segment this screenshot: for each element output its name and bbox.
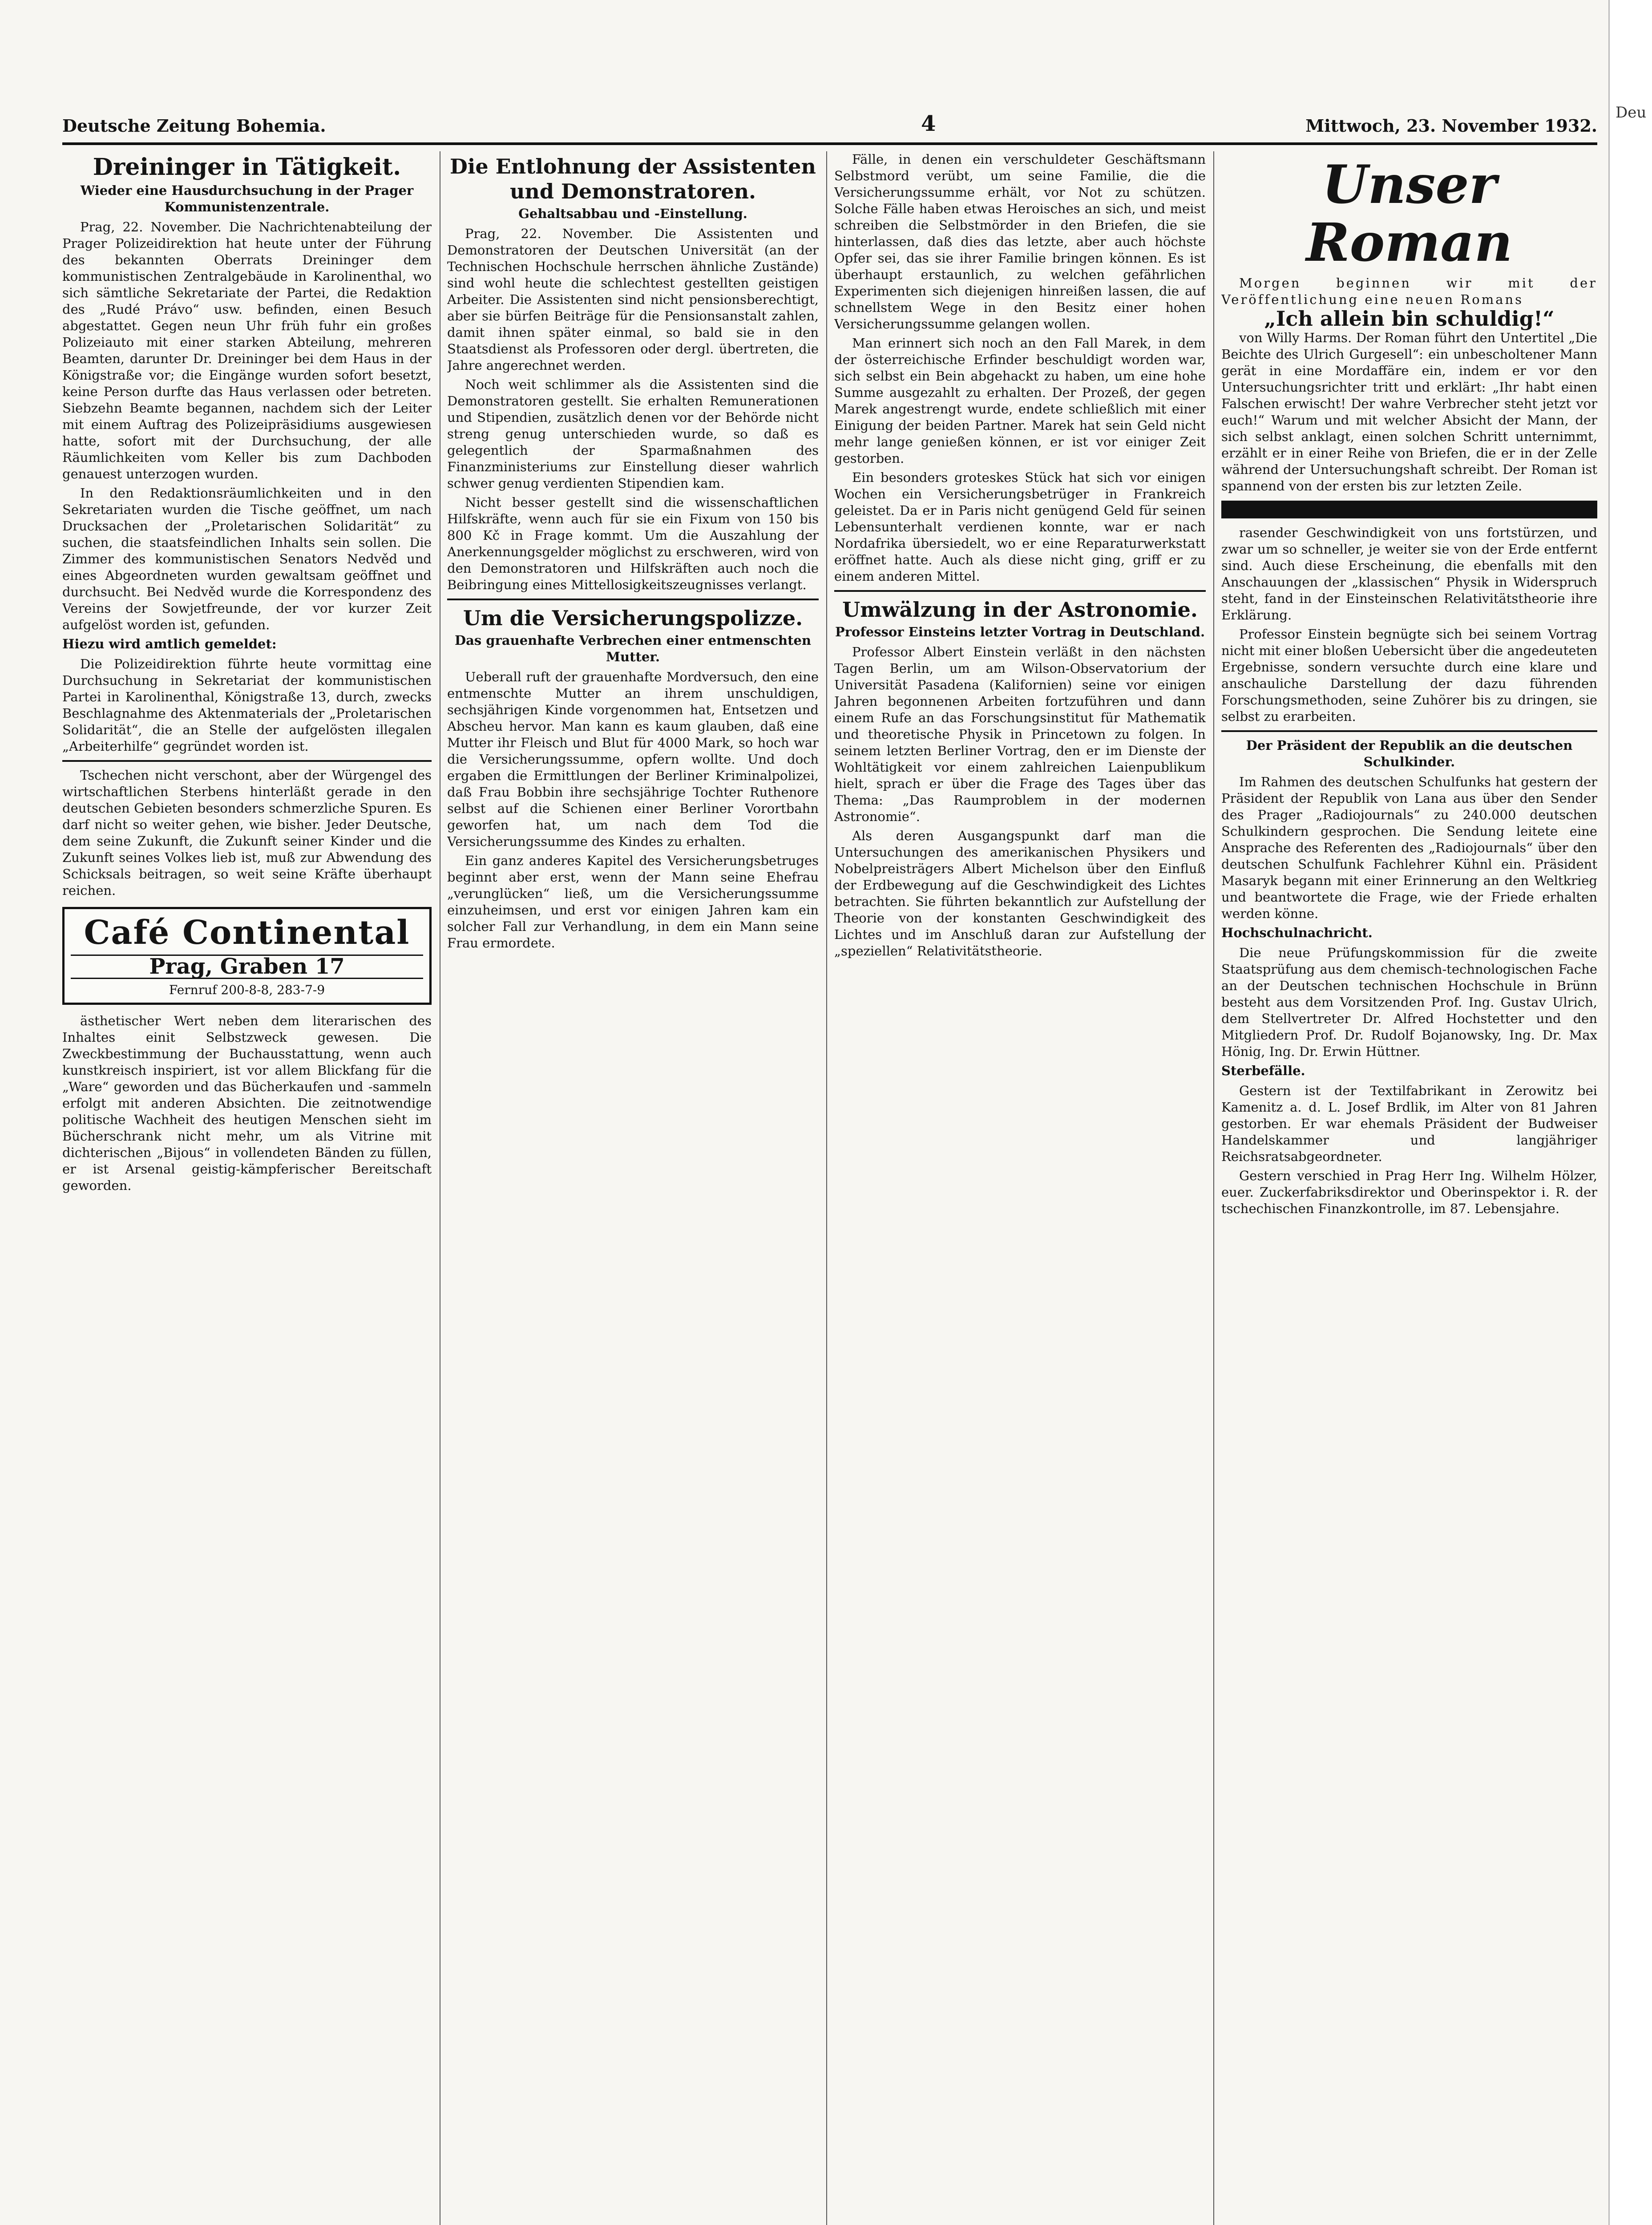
column-rule <box>1213 151 1214 2225</box>
article-paragraph: Im Rahmen des deutschen Schulfunks hat gestern der Präsident der Republik von Lana aus über den Sender des Prager „Radiojournals“ zu 240.000 deutschen Schulkindern gesprochen. Die Sendung leitete eine Ansprache des Referenten des „Radiojournals“ über den deutschen Schulfunk Fachlehrer Kühnl ein. Präsident Masaryk begann mit einer Erinnerung an den Weltkrieg und beantwortete die Frage, wie der Friede erhalten werden könne. <box>1221 774 1597 921</box>
divider <box>834 590 1206 592</box>
column-2 <box>447 151 819 2225</box>
issue-date: Mittwoch, 23. November 1932. <box>1305 116 1597 136</box>
divider-bar <box>1221 501 1597 518</box>
divider <box>447 599 819 600</box>
article-paragraph: Prag, 22. November. Die Nachrichtenabteilung der Prager Polizeidirektion hat heute unter der Führung des bekannten Oberrats Dreininger dem kommunistischen Zentralgebäude in Karolinenthal, wo sich sämtliche Sekretariate der Partei, die Redaktion des „Rudé Právo“ usw. befinden, einen Besuch abgestattet. Gegen neun Uhr früh fuhr ein großes Polizeiauto mit einer starken Abteilung, mehreren Beamten, darunter Dr. Dreininger bei dem Haus in der Königstraße vor; die Eingänge wurden sofort besetzt, keine Person durfte das Haus verlassen oder betreten. Siebzehn Beamte begannen, nachdem sich der Leiter mit einem Auftrag des Polizeipräsidiums ausgewiesen hatte, sofort mit der Durchsuchung, der alle Räumlichkeiten vom Keller bis zum Dachboden genauest unterzogen wurden. <box>62 219 432 481</box>
article-paragraph: Professor Albert Einstein verläßt in den nächsten Tagen Berlin, um am Wilson-Observatorium der Universität Pasadena (Kalifornien) seine vor einigen Jahren begonnenen Arbeiten fortzuführen und dann einem Rufe an das Forschungsinstitut für Mathematik und theoretische Physik in Princetown zu folgen. In seinem letzten Berliner Vortrag, den er im Dienste der Wohltätigkeit vor einem zahlreichen Laienpublikum hielt, sprach er über die Frage des Tages über das Thema: „Das Raumproblem in der modernen Astronomie“. <box>834 644 1206 824</box>
advertisement <box>62 907 432 1005</box>
column-1 <box>62 151 432 2225</box>
article-paragraph: Gestern verschied in Prag Herr Ing. Wilhelm Hölzer, euer. Zuckerfabriksdirektor und Oberinspektor i. R. der tschechischen Finanzkontrolle, im 87. Lebensjahre. <box>1221 1168 1597 1216</box>
article-headline: Die Entlohnung der Assistenten und Demonstratoren. <box>450 154 816 203</box>
adjacent-page-edge <box>1608 0 1652 2225</box>
page-number: 4 <box>921 111 936 136</box>
publication-name: Deutsche Zeitung Bohemia. <box>62 116 326 136</box>
section-label: Hiezu wird amtlich gemeldet: <box>62 636 277 651</box>
article-paragraph: Die neue Prüfungskommission für die zweite Staatsprüfung aus dem chemisch-technologischen Fache an der Deutschen technischen Hochschule in Brünn besteht aus dem Vorsitzenden Prof. Ing. Gustav Ulrich, dem Stellvertreter Dr. Alfred Hochstetter und den Mitgliedern Prof. Dr. Rudolf Bojanowsky, Ing. Dr. Max Hönig, Ing. Dr. Erwin Hüttner. <box>1221 945 1597 1059</box>
column-rule <box>826 151 827 2225</box>
article-headline: Umwälzung in der Astronomie. <box>842 598 1198 622</box>
article-subheadline: Wieder eine Hausdurchsuchung in der Prager Kommunistenzentrale. <box>80 183 414 214</box>
novel-intro: Morgen beginnen wir mit der Veröffentlichung eine neuen Romans <box>1221 275 1597 307</box>
column-3 <box>834 151 1206 2225</box>
column-4 <box>1221 151 1597 2225</box>
article-paragraph: Fälle, in denen ein verschuldeter Geschäftsmann Selbstmord verübt, um seine Familie, die die Versicherungssumme erhält, vor Not zu schützen. Solche Fälle haben etwas Heroisches an sich, und meist schreiben die Selbstmörder in den Briefen, die sie hinterlassen, daß dies das letzte, aber auch höchste Opfer sei, das sie ihrer Familie bringen können. Es ist überhaupt erstaunlich, zu welchen gefährlichen Experimenten sich diejenigen hinreißen lassen, die auf schnellstem Wege in den Besitz einer hohen Versicherungssumme gelangen wollen. <box>834 152 1206 332</box>
ad-business-name: Café Continental <box>84 914 410 952</box>
adjacent-page-text: Deu <box>1616 104 1647 121</box>
article-paragraph: rasender Geschwindigkeit von uns fortstürzen, und zwar um so schneller, je weiter sie von der Erde entfernt sind. Auch diese Erscheinung, die ebenfalls mit den Anschauungen der „klassischen“ Physik in Widerspruch steht, fand in der Einsteinschen Relativitätstheorie ihre Erklärung. <box>1221 525 1597 623</box>
novel-title: „Ich allein bin schuldig!“ <box>1264 307 1555 331</box>
article-paragraph: Noch weit schlimmer als die Assistenten sind die Demonstratoren gestellt. Sie erhalten Remunerationen und Stipendien, zusätzlich denen vor der Behörde nicht streng genug unterschieden wurde, so daß es gelegentlich der Sparmaßnahmen des Finanzministeriums zur Einstellung dieser wahrlich schwer genug verdienten Stipendien kam. <box>447 377 819 491</box>
article-subheadline: Professor Einsteins letzter Vortrag in Deutschland. <box>835 624 1205 639</box>
article-paragraph: Tschechen nicht verschont, aber der Würgengel des wirtschaftlichen Sterbens hinterläßt gerade in den deutschen Gebieten besonders schmerzliche Spuren. Es darf nicht so weiter gehen, wie bisher. Jeder Deutsche, dem seine Zukunft, die Zukunft seiner Kinder und die Zukunft seines Volkes lieb ist, muß zur Abwendung des Schicksals beitragen, so weit seine Kräfte überhaupt reichen. <box>62 768 432 898</box>
article-subheadline: Gehaltsabbau und -Einstellung. <box>518 206 747 221</box>
article-paragraph: Als deren Ausgangspunkt darf man die Untersuchungen des amerikanischen Physikers und Nobelpreisträgers Albert Michelson über den Einfluß der Erdbewegung auf die Geschwindigkeit des Lichtes betrachten. Sie führten bekanntlich zur Aufstellung der Theorie von der konstanten Geschwindigkeit des Lichtes und im Anschluß daran zur Aufstellung der „speziellen“ Relativitätstheorie. <box>834 828 1206 959</box>
article-paragraph: Die Polizeidirektion führte heute vormittag eine Durchsuchung in Sekretariat der kommunistischen Partei in Karolinenthal, Königstraße 13, durch, zwecks Beschlagnahme des Aktenmaterials der „Proletarischen Solidarität“, die an Stelle der aufgelösten illegalen „Arbeiterhilfe“ gegründet worden ist. <box>62 656 432 754</box>
section-label: Hochschulnachricht. <box>1221 925 1373 940</box>
article-paragraph: Nicht besser gestellt sind die wissenschaftlichen Hilfskräfte, wenn auch für sie ein Fixum von 150 bis 800 Kč in Frage kommt. Um die Auszahlung der Anerkennungsgelder möglichst zu erschweren, wird von den Demonstratoren und Hilfskräften auch noch die Beibringung eines Mittellosigkeitszeugnisses verlangt. <box>447 495 819 592</box>
article-headline: Der Präsident der Republik an die deutschen Schulkinder. <box>1246 738 1573 769</box>
novel-description: von Willy Harms. Der Roman führt den Untertitel „Die Beichte des Ulrich Gurgesell“: ein unbescholtener Mann gerät in eine Mordaffäre ein, indem er vor den Untersuchungsrichter tritt und erklärt: „Ihr habt einen Falschen erwischt! Der wahre Verbrecher steht jetzt vor euch!“ Warum und mit welcher Absicht der Mann, der sich selbst anklagt, einen solchen Schritt unternimmt, erzählt er in einer Reihe von Briefen, die er in der Zelle während der Untersuchungshaft schreibt. Der Roman ist spannend von der ersten bis zur letzten Zeile. <box>1221 330 1597 494</box>
article-paragraph: Man erinnert sich noch an den Fall Marek, in dem der österreichische Erfinder beschuldigt worden war, sich selbst ein Bein abgehackt zu haben, um eine hohe Summe ausgezahlt zu erhalten. Der Prozeß, der gegen Marek angestrengt wurde, endete schließlich mit einer Einigung der beiden Partner. Marek hat sein Geld nicht mehr lange genießen können, er ist vor einiger Zeit gestorben. <box>834 336 1206 466</box>
article-paragraph: Ein ganz anderes Kapitel des Versicherungsbetruges beginnt aber erst, wenn der Mann seine Ehefrau „verunglücken“ ließ, um die Versicherungssumme einzuheimsen, und erst vor einigen Jahren kam ein solcher Fall zur Verhandlung, in dem ein Mann seine Frau ermordete. <box>447 853 819 951</box>
article-headline: Um die Versicherungspolizze. <box>463 606 803 630</box>
article-headline: Dreininger in Tätigkeit. <box>93 154 401 181</box>
article-paragraph: Professor Einstein begnügte sich bei seinem Vortrag nicht mit einer bloßen Uebersicht über die angedeuteten Ergebnisse, sondern versuchte durch eine klare und anschauliche Darstellung der dazu führenden Forschungsmethoden, seine Zuhörer bis zu dringen, sie selbst zu erarbeiten. <box>1221 627 1597 724</box>
running-header <box>62 111 1597 145</box>
article-paragraph: Prag, 22. November. Die Assistenten und Demonstratoren der Deutschen Universität (an der Technischen Hochschule herrschen ähnliche Zustände) sind wohl heute die schlechtest gestellten geistigen Arbeiter. Die Assistenten sind nicht pensionsberechtigt, aber sie bürfen Beiträge für die Pensionsanstalt zahlen, damit ihnen später einmal, so bald sie in den Staatsdienst als Professoren oder dergl. übertreten, die Jahre angerechnet werden. <box>447 226 819 373</box>
novel-masthead: Unser Roman <box>1306 154 1513 273</box>
ad-address: Prag, Graben 17 <box>71 955 423 979</box>
article-paragraph: Gestern ist der Textilfabrikant in Zerowitz bei Kamenitz a. d. L. Josef Brdlik, im Alter von 81 Jahren gestorben. Er war ehemals Präsident der Budweiser Handelskammer und langjähriger Reichsratsabgeordneter. <box>1221 1083 1597 1164</box>
article-paragraph: In den Redaktionsräumlichkeiten und in den Sekretariaten wurden die Tische geöffnet, um nach Drucksachen der „Proletarischen Solidarität“ zu suchen, die staatsfeindlichen Inhalts sein sollen. Die Zimmer des kommunistischen Senators Nedvěd und eines Abgeordneten wurden gewaltsam geöffnet und durchsucht. Bei Nedvěd wurde die Korrespondenz des Vereins der Sowjetfreunde, der vor kurzer Zeit aufgelöst worden ist, gefunden. <box>62 485 432 632</box>
article-paragraph: ästhetischer Wert neben dem literarischen des Inhaltes einit Selbstzweck gewesen. Die Zweckbestimmung der Buchausstattung, wenn auch kunstkreisch inspiriert, ist vor allem Blickfang für die „Ware“ geworden und das Bücherkaufen und -sammeln erfolgt mit anderen Absichten. Die zeitnotwendige politische Wachheit des heutigen Menschen sieht im Bücherschrank nicht mehr, um als Vitrine mit dichterischen „Bijous“ in vollendeten Bänden zu füllen, er ist Arsenal geistig-kämpferischer Bereitschaft geworden. <box>62 1013 432 1193</box>
ad-phone: Fernruf 200-8-8, 283-7-9 <box>169 983 325 997</box>
article-paragraph: Ueberall ruft der grauenhafte Mordversuch, den eine entmenschte Mutter an ihrem unschuldigen, sechsjährigen Kinde vorgenommen hat, Entsetzen und Abscheu hervor. Man kann es kaum glauben, daß eine Mutter ihr Fleisch und Blut für 4000 Mark, so hoch war die Versicherungssumme, opfern wollte. Und doch ergaben die Ermittlungen der Berliner Kriminalpolizei, daß Frau Bobbin ihre sechsjährige Tochter Ruthenore selbst auf die Schienen einer Berliner Vorortbahn geworfen hat, um nach dem Tod die Versicherungssumme des Kindes zu erhalten. <box>447 669 819 849</box>
section-label: Sterbefälle. <box>1221 1063 1305 1078</box>
article-subheadline: Das grauenhafte Verbrechen einer entmenschten Mutter. <box>454 633 812 664</box>
divider <box>1221 730 1597 732</box>
divider <box>62 760 432 762</box>
article-paragraph: Ein besonders groteskes Stück hat sich vor einigen Wochen ein Versicherungsbetrüger in Frankreich geleistet. Da er in Paris nicht genügend Geld für seinen Lebensunterhalt verdienen konnte, war er nach Nordafrika übersiedelt, wo er eine Reparaturwerkstatt eröffnet hatte. Auch als diese nicht ging, griff er zu einem anderen Mittel. <box>834 470 1206 584</box>
